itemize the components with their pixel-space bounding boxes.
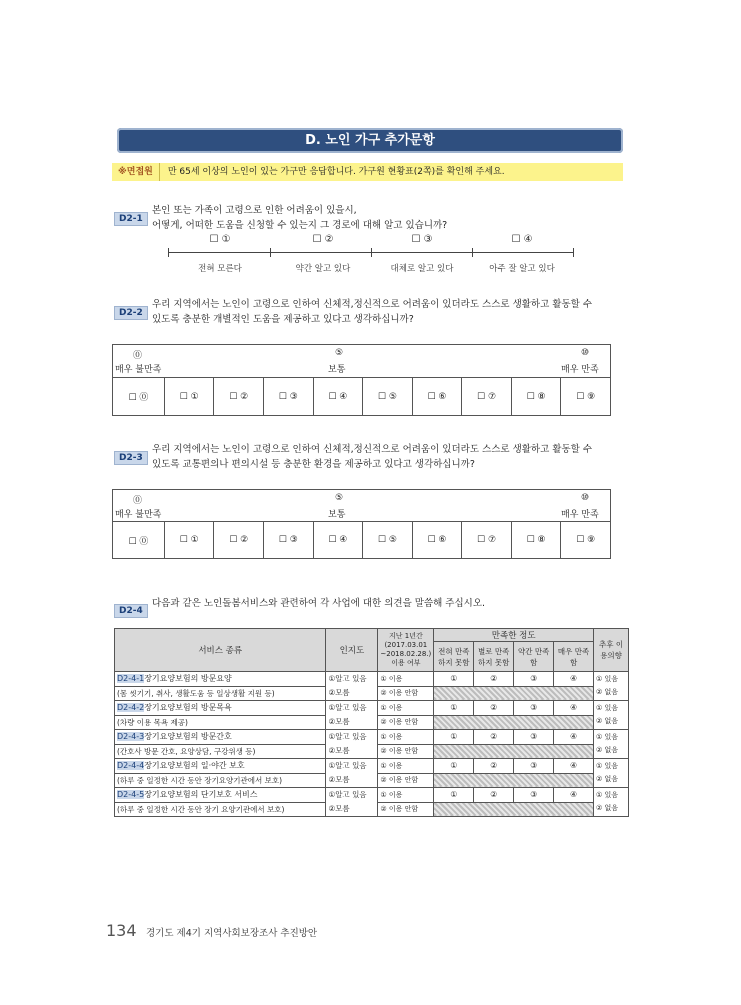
sat-opt-3[interactable]: ③	[514, 788, 554, 803]
sat-opt-2[interactable]: ②	[474, 730, 514, 745]
header-aware: 인지도	[326, 629, 378, 672]
sat-opt-3[interactable]: ③	[514, 701, 554, 716]
sat-opt-1[interactable]: ①	[434, 701, 474, 716]
aware-opt-2[interactable]: ②모름	[328, 804, 350, 813]
future-cell[interactable]	[594, 730, 629, 759]
scale-cell-5[interactable]: ☐ ⑤	[363, 378, 413, 416]
used-opt-2[interactable]: ② 이용 안함	[378, 773, 434, 788]
question-d2-2-text	[152, 297, 627, 327]
sat-opt-2[interactable]: ②	[474, 701, 514, 716]
sat-opt-4[interactable]: ④	[554, 672, 594, 687]
sat-opt-1[interactable]: ①	[434, 672, 474, 687]
question-line: 본인 또는 가족이 고령으로 인한 어려움이 있을시,	[152, 205, 357, 216]
scale-tick	[573, 248, 574, 257]
question-line: 있도록 충분한 개별적인 도움을 제공하고 있다고 생각하십니까?	[152, 314, 414, 325]
question-code: D2-1	[114, 212, 148, 226]
aware-opt-1[interactable]: ①알고 있음	[328, 761, 367, 770]
scale-cell-0[interactable]: ☐ ⓪	[113, 522, 165, 559]
scale-cell-1[interactable]: ☐ ①	[164, 378, 214, 416]
scale-cell-4[interactable]: ☐ ④	[313, 378, 363, 416]
header-s4: 매우 만족함	[554, 642, 594, 672]
scale-left-label: 매우 불만족	[115, 365, 162, 375]
scale-mid-label: 보통	[328, 510, 346, 520]
service-title: 장기요양보험의 방문요양	[144, 674, 232, 684]
scale-tick	[371, 248, 372, 257]
service-code: D2-4-3	[117, 732, 145, 742]
service-code: D2-4-1	[117, 674, 145, 684]
option-label-4: 아주 잘 알고 있다	[489, 264, 555, 274]
option-box-4[interactable]: ☐ ④	[511, 234, 533, 245]
aware-cell[interactable]	[326, 759, 378, 788]
scale-right-num: ⑩	[581, 493, 590, 503]
header-s2: 별로 만족하지 못함	[474, 642, 514, 672]
scale-tick	[270, 248, 271, 257]
scale-left-num: ⓪	[133, 496, 143, 506]
future-opt-1[interactable]: ① 있음	[596, 733, 619, 741]
sat-opt-3[interactable]: ③	[514, 759, 554, 774]
question-d2-4-code	[114, 598, 148, 617]
scale-table-d2-2	[112, 377, 611, 416]
future-opt-2[interactable]: ② 없음	[596, 688, 619, 696]
note-text: 만 65세 이상의 노인이 있는 가구만 응답합니다. 가구원 현황표(2쪽)를 확인해 주세요.	[167, 167, 505, 177]
header-service: 서비스 종류	[115, 629, 326, 672]
future-cell[interactable]	[594, 701, 629, 730]
used-opt-1[interactable]: ① 이용	[378, 730, 434, 745]
scale-cell-2[interactable]: ☐ ②	[214, 378, 264, 416]
service-code: D2-4-2	[117, 703, 145, 713]
scale-right-num: ⑩	[581, 348, 590, 358]
used-opt-2[interactable]: ② 이용 안함	[378, 715, 434, 730]
sat-opt-1[interactable]: ①	[434, 730, 474, 745]
scale-cell-5[interactable]: ☐ ⑤	[363, 522, 413, 559]
service-name	[115, 730, 326, 745]
used-opt-2[interactable]: ② 이용 안함	[378, 686, 434, 701]
scale-mid-num: ⑤	[335, 493, 344, 503]
sat-opt-2[interactable]: ②	[474, 788, 514, 803]
sat-opt-3[interactable]: ③	[514, 672, 554, 687]
scale-mid-label: 보통	[328, 365, 346, 375]
question-d2-2-code	[114, 300, 148, 319]
service-title: 장기요양보험의 일·야간 보호	[144, 761, 245, 771]
service-table	[114, 628, 629, 817]
scale-cell-4[interactable]: ☐ ④	[313, 522, 363, 559]
future-cell[interactable]	[594, 788, 629, 817]
question-line: 우리 지역에서는 노인이 고령으로 인하여 신체적,정신적으로 어려움이 있더라도 스스로 생활하고 활동할 수	[152, 299, 593, 310]
service-title: 장기요양보험의 단기보호 서비스	[144, 790, 258, 800]
used-opt-1[interactable]: ① 이용	[378, 759, 434, 774]
option-box-1[interactable]: ☐ ①	[209, 234, 231, 245]
service-name	[115, 672, 326, 687]
header-satisfaction: 만족한 정도	[434, 629, 594, 642]
scale-cell-2[interactable]: ☐ ②	[214, 522, 264, 559]
service-desc: (몸 씻기기, 취사, 생활도움 등 일상생활 지원 등)	[115, 686, 326, 701]
aware-opt-1[interactable]: ①알고 있음	[328, 703, 367, 712]
note-tag: ※면접원	[112, 163, 160, 181]
future-cell[interactable]	[594, 672, 629, 701]
scale-header-d2-3	[112, 489, 611, 522]
question-d2-3-text	[152, 442, 627, 472]
scale-cell-0[interactable]: ☐ ⓪	[113, 378, 165, 416]
table-row	[115, 788, 629, 803]
table-row	[115, 759, 629, 774]
question-d2-4-text: 다음과 같은 노인돌봄서비스와 관련하여 각 사업에 대한 의견을 말씀해 주십시오.	[152, 598, 486, 609]
section-title: D. 노인 가구 추가문항	[117, 128, 623, 153]
scale-cell-8[interactable]: ☐ ⑧	[511, 378, 561, 416]
table-row	[115, 701, 629, 716]
future-opt-1[interactable]: ① 있음	[596, 675, 619, 683]
scale-table-d2-3	[112, 521, 611, 559]
scale-left-label: 매우 불만족	[115, 510, 162, 520]
option-box-2[interactable]: ☐ ②	[312, 234, 334, 245]
table-row	[115, 730, 629, 745]
service-desc: (차량 이용 목욕 제공)	[115, 715, 326, 730]
hatched-cell	[434, 686, 594, 701]
question-d2-3-code	[114, 445, 148, 464]
scale-header-d2-2	[112, 344, 611, 378]
question-code: D2-4	[114, 604, 148, 618]
scale-cell-9[interactable]: ☐ ⑨	[561, 522, 611, 559]
service-title: 장기요양보험의 방문목욕	[144, 703, 232, 713]
scale-mid-num: ⑤	[335, 348, 344, 358]
aware-cell[interactable]	[326, 788, 378, 817]
scale-right-label: 매우 만족	[561, 365, 599, 375]
future-opt-1[interactable]: ① 있음	[596, 762, 619, 770]
sat-opt-3[interactable]: ③	[514, 730, 554, 745]
used-opt-1[interactable]: ① 이용	[378, 672, 434, 687]
sat-opt-4[interactable]: ④	[554, 701, 594, 716]
sat-opt-1[interactable]: ①	[434, 788, 474, 803]
question-line: 우리 지역에서는 노인이 고령으로 인하여 신체적,정신적으로 어려움이 있더라도 스스로 생활하고 활동할 수	[152, 444, 593, 455]
option-box-3[interactable]: ☐ ③	[411, 234, 433, 245]
header-s1: 전혀 만족하지 못함	[434, 642, 474, 672]
sat-opt-4[interactable]: ④	[554, 759, 594, 774]
table-row	[115, 672, 629, 687]
aware-opt-2[interactable]: ②모름	[328, 717, 350, 726]
option-label-1: 전혀 모른다	[198, 264, 242, 274]
scale-cell-7[interactable]: ☐ ⑦	[462, 522, 512, 559]
scale-cell-3[interactable]: ☐ ③	[264, 522, 314, 559]
aware-cell[interactable]	[326, 672, 378, 701]
option-label-2: 약간 알고 있다	[295, 264, 351, 274]
question-line: 어떻게, 어떠한 도움을 신청할 수 있는지 그 경로에 대해 알고 있습니까?	[152, 220, 448, 231]
interviewer-note	[112, 163, 623, 181]
future-opt-2[interactable]: ② 없음	[596, 746, 619, 754]
used-opt-1[interactable]: ① 이용	[378, 788, 434, 803]
service-desc: (간호사 방문 간호, 요양상담, 구강위생 등)	[115, 744, 326, 759]
used-opt-1[interactable]: ① 이용	[378, 701, 434, 716]
question-code: D2-2	[114, 306, 148, 320]
aware-opt-1[interactable]: ①알고 있음	[328, 790, 367, 799]
service-desc: (하루 중 일정한 시간 동안 장기 요양기관에서 보호)	[115, 802, 326, 817]
aware-opt-2[interactable]: ②모름	[328, 775, 350, 784]
header-used: 지난 1년간 (2017.03.01 ~2018.02.28.) 이용 여부	[378, 629, 434, 672]
hatched-cell	[434, 744, 594, 759]
aware-opt-2[interactable]: ②모름	[328, 688, 350, 697]
aware-cell[interactable]	[326, 701, 378, 730]
footer-title: 경기도 제4기 지역사회보장조사 추진방안	[146, 928, 318, 939]
scale-tick	[168, 248, 169, 257]
service-desc: (하루 중 일정한 시간 동안 장기요양기관에서 보호)	[115, 773, 326, 788]
hatched-cell	[434, 773, 594, 788]
scale-cell-7[interactable]: ☐ ⑦	[462, 378, 512, 416]
service-name	[115, 701, 326, 716]
option-label-3: 대체로 알고 있다	[390, 264, 454, 274]
question-line: 있도록 교통편의나 편의시설 등 충분한 환경을 제공하고 있다고 생각하십니까?	[152, 459, 475, 470]
service-code: D2-4-4	[117, 761, 145, 771]
service-title: 장기요양보험의 방문간호	[144, 732, 232, 742]
future-opt-1[interactable]: ① 있음	[596, 791, 619, 799]
future-opt-2[interactable]: ② 없음	[596, 717, 619, 725]
scale-tick	[472, 248, 473, 257]
sat-opt-2[interactable]: ②	[474, 759, 514, 774]
sat-opt-2[interactable]: ②	[474, 672, 514, 687]
sat-opt-4[interactable]: ④	[554, 730, 594, 745]
sat-opt-4[interactable]: ④	[554, 788, 594, 803]
aware-cell[interactable]	[326, 730, 378, 759]
service-name	[115, 788, 326, 803]
header-s3: 약간 만족함	[514, 642, 554, 672]
scale-cell-6[interactable]: ☐ ⑥	[412, 522, 462, 559]
service-name	[115, 759, 326, 774]
used-opt-2[interactable]: ② 이용 안함	[378, 802, 434, 817]
scale-cell-6[interactable]: ☐ ⑥	[412, 378, 462, 416]
hatched-cell	[434, 802, 594, 817]
scale-cell-8[interactable]: ☐ ⑧	[511, 522, 561, 559]
scale-cell-9[interactable]: ☐ ⑨	[561, 378, 611, 416]
scale-cell-1[interactable]: ☐ ①	[164, 522, 214, 559]
aware-opt-1[interactable]: ①알고 있음	[328, 674, 367, 683]
aware-opt-1[interactable]: ①알고 있음	[328, 732, 367, 741]
future-cell[interactable]	[594, 759, 629, 788]
aware-opt-2[interactable]: ②모름	[328, 746, 350, 755]
future-opt-1[interactable]: ① 있음	[596, 704, 619, 712]
page-number: 134	[106, 921, 137, 940]
question-code: D2-3	[114, 451, 148, 465]
scale-right-label: 매우 만족	[561, 510, 599, 520]
sat-opt-1[interactable]: ①	[434, 759, 474, 774]
future-opt-2[interactable]: ② 없음	[596, 804, 619, 812]
scale-cell-3[interactable]: ☐ ③	[264, 378, 314, 416]
service-code: D2-4-5	[117, 790, 145, 800]
future-opt-2[interactable]: ② 없음	[596, 775, 619, 783]
hatched-cell	[434, 715, 594, 730]
scale-left-num: ⓪	[133, 351, 143, 361]
used-opt-2[interactable]: ② 이용 안함	[378, 744, 434, 759]
question-d2-1-code	[114, 206, 148, 225]
header-future: 추후 이용의향	[594, 629, 629, 672]
question-d2-1-text	[152, 203, 622, 233]
